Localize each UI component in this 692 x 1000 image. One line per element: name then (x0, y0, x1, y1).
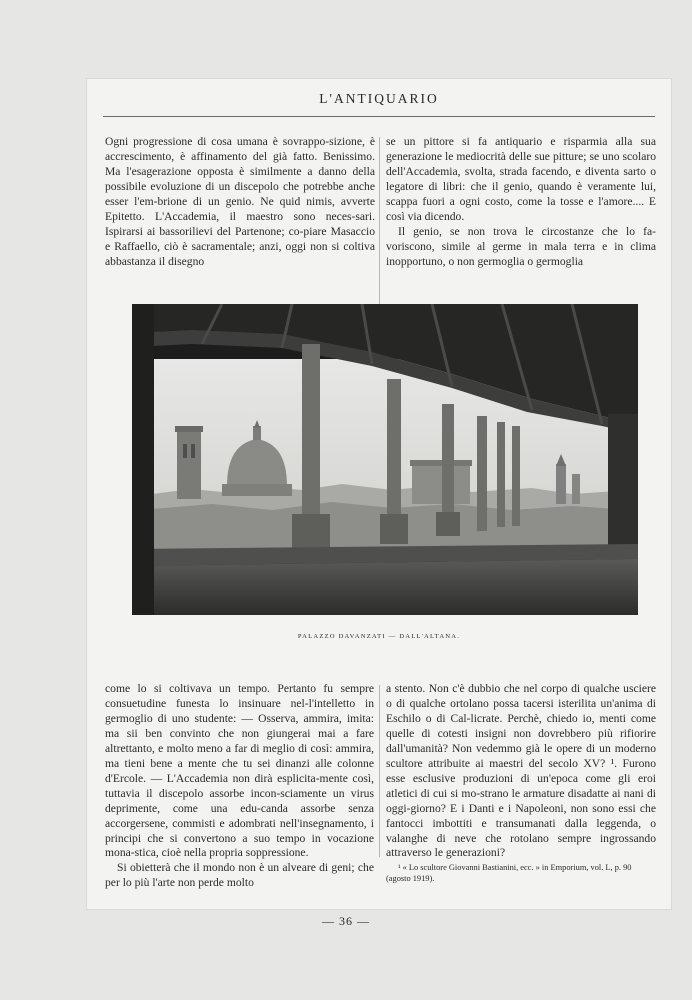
page-number: — 36 — (322, 914, 370, 928)
photo-caption: PALAZZO DAVANZATI — DALL'ALTANA. (297, 633, 461, 640)
paragraph: a stento. Non c'è dubbio che nel corpo di qualche usciere o di qualche ortolano possa tacersi isterilita un'anima di Eschilo o di Cal-licrate. Perchè, chiedo io, menti come quelle di cotesti insigni non dovrebbero più rifiorire dall'umanità? Non vedemmo già le opere di un moderno scultore attribuite ai maestri del secolo XV? ¹. Furono esse esclusive produzioni di un'epoca come gli eroi atletici di cui si mo-strano le armature disadatte ai nani di oggi-giorno? E i Danti e i Napoleoni, non sono essi che fantocci imbottiti e transumanati dalla leggenda, o valanghe di neve che rotolano sempre ingrossando attraverso le generazioni? (386, 682, 656, 860)
footnote-text: ¹ « Lo scultore Giovanni Bastianini, ecc. » in Emporium, vol. L, p. 90 (agosto 1919). (386, 863, 632, 883)
paragraph: Il genio, se non trova le circostanze che lo fa-voriscono, simile al germe in mala terra e in clima inopportuno, o non germoglia o germoglia (386, 224, 656, 268)
running-head: L'ANTIQUARIO (319, 91, 439, 106)
text-column-bottom-right (386, 682, 656, 861)
photo-illustration (132, 304, 638, 615)
header-rule (103, 116, 655, 117)
text-column-bottom-left (105, 682, 374, 891)
footnote (386, 863, 656, 884)
photograph-palazzo-davanzati-loggia (132, 304, 638, 615)
paragraph: Si obietterà che il mondo non è un alveare di geni; che per lo più l'arte non perde molto (105, 861, 374, 890)
text-column-top-right (386, 135, 656, 270)
paragraph: come lo si coltivava un tempo. Pertanto fu sempre consuetudine funesta lo insinuare nel-l'intelletto in germoglio di uno studente: — Osserva, ammira, imita: ma sii ben convinto che non giungerai mai a fare altrettanto, e molto meno a far di meglio di così: ammira, ma tieni bene a mente che tu sei dinanzi alle colonne d'Ercole. — L'Accademia non dirà esplicita-mente così, tuttavia il discepolo assorbe incon-sciamente un virus deprimente, come una edu-canda assorbe senza accorgersene, commisti e adombrati nell'insegnamento, i principi che si convertono a suo tempo in vocazione mona-stica, cioè nella propria soppressione. (105, 682, 374, 860)
page (86, 78, 672, 910)
paragraph: Ogni progressione di cosa umana è sovrappo-sizione, è accrescimento, è affinamento del già fatto. Benissimo. Ma l'esagerazione opposta è similmente a danno della possibile evoluzione di un discepolo che potrebbe anche esser l'em-brione di un genio. Ne quid nimis, avverte Epitetto. L'Accademia, il maestro sono neces-sari. Ispirarsi ai bassorilievi del Partenone; co-piare Masaccio e Raffaello, ciò è sacramentale; anzi, oggi non si coltiva abbastanza il disegno (105, 135, 375, 268)
text-column-top-left (105, 135, 375, 270)
paragraph: se un pittore si fa antiquario e risparmia alla sua generazione le mediocrità delle sue pitture; se uno scolaro dell'Accademia, svolta, strada facendo, e diventa sarto o legatore di libri: che il genio, quando è veramente lui, scappa fuori a ogni costo, come la tosse e l'amore.... E così via dicendo. (386, 135, 656, 223)
column-divider (379, 685, 380, 857)
